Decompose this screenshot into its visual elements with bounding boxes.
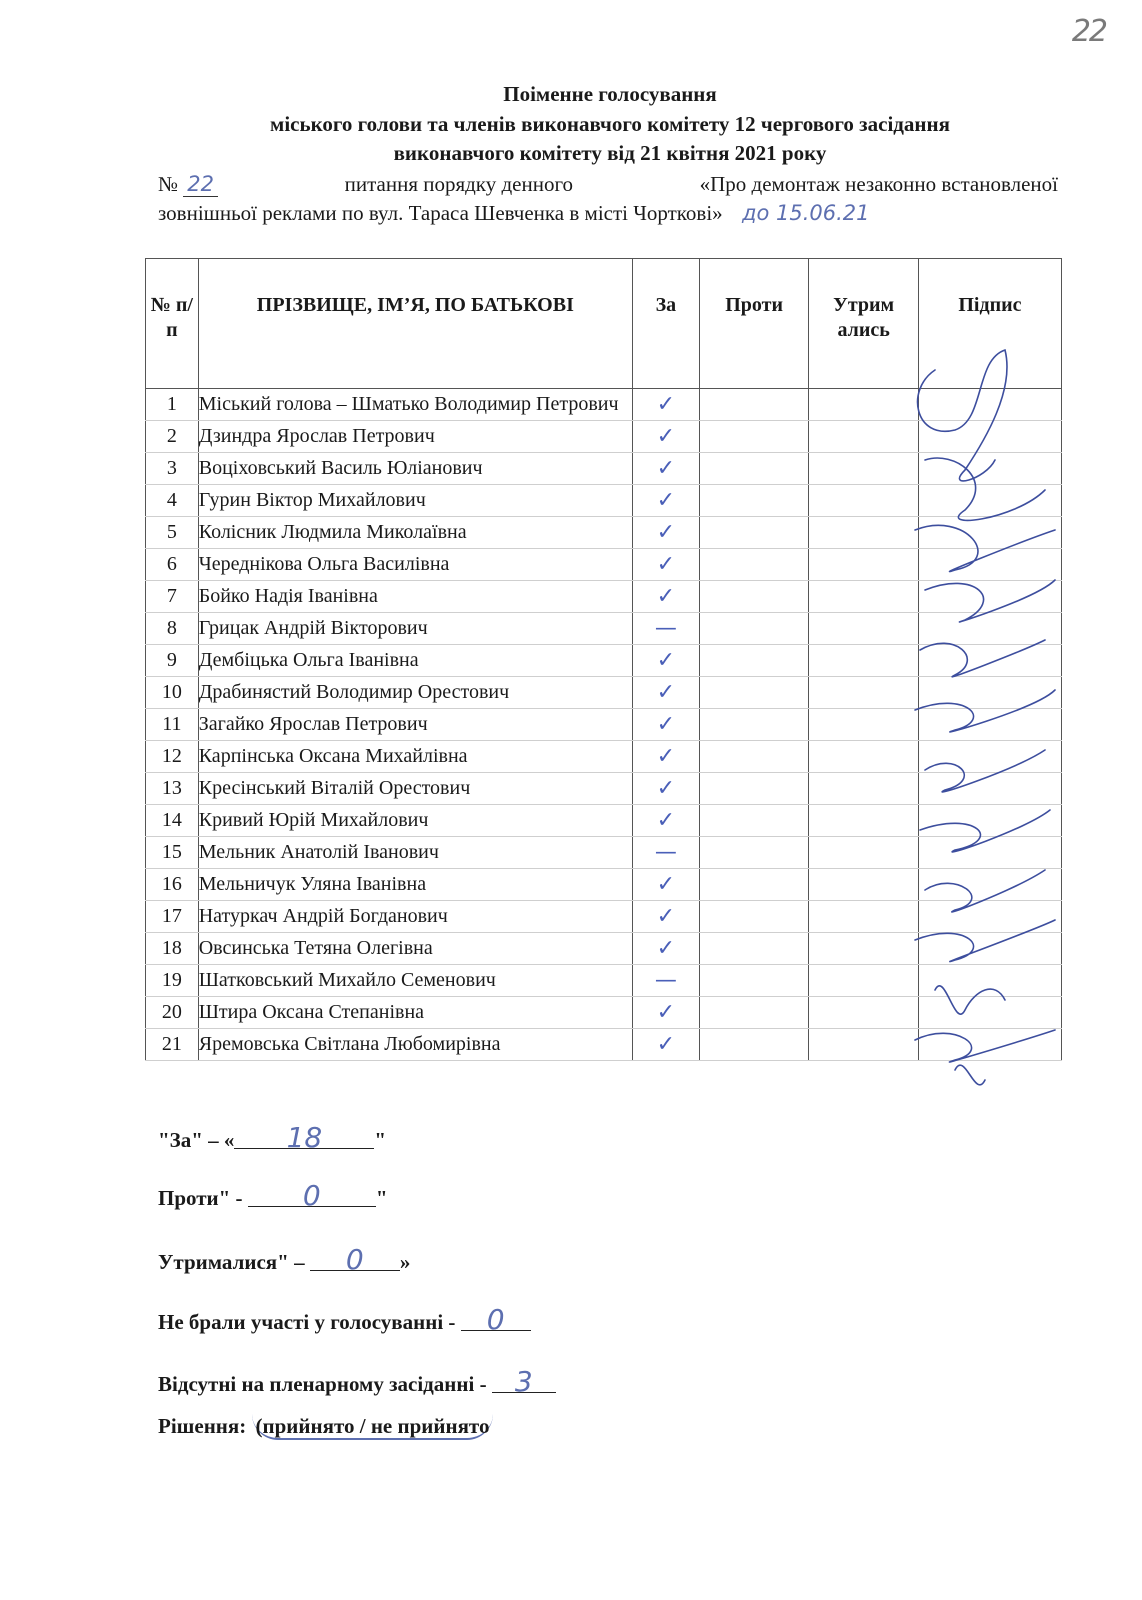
table-row bbox=[146, 517, 1062, 549]
signature-cell bbox=[918, 581, 1061, 613]
vote-for-mark: ✓ bbox=[632, 1029, 699, 1061]
header-against: Проти bbox=[699, 259, 809, 389]
vote-against-cell bbox=[699, 933, 809, 965]
result-abstained-suffix: » bbox=[399, 1250, 411, 1274]
vote-against-cell bbox=[699, 869, 809, 901]
result-for bbox=[158, 1121, 387, 1154]
member-name: Мельник Анатолій Іванович bbox=[198, 837, 632, 869]
vote-abstained-cell bbox=[809, 933, 919, 965]
vote-against-cell bbox=[699, 453, 809, 485]
table-header-row bbox=[146, 259, 1062, 389]
agenda-text-b: «Про демонтаж незаконно встановленої bbox=[699, 172, 1058, 196]
vote-against-cell bbox=[699, 805, 809, 837]
vote-against-cell bbox=[699, 613, 809, 645]
signature-cell bbox=[918, 965, 1061, 997]
result-against-label: Проти" - bbox=[158, 1186, 243, 1210]
vote-abstained-cell bbox=[809, 421, 919, 453]
signature-cell bbox=[918, 421, 1061, 453]
header-num: № п/п bbox=[146, 259, 199, 389]
agenda-text-line2: зовнішньої реклами по вул. Тараса Шевченка в місті Чорткові» bbox=[158, 201, 723, 225]
member-name: Загайко Ярослав Петрович bbox=[198, 709, 632, 741]
row-number: 18 bbox=[146, 933, 199, 965]
vote-for-mark: ✓ bbox=[632, 997, 699, 1029]
vote-against-cell bbox=[699, 517, 809, 549]
vote-for-mark: ✓ bbox=[632, 389, 699, 421]
table-row bbox=[146, 965, 1062, 997]
vote-abstained-cell bbox=[809, 997, 919, 1029]
vote-for-mark: — bbox=[632, 965, 699, 997]
member-name: Гурин Віктор Михайлович bbox=[198, 485, 632, 517]
result-not-voted bbox=[158, 1303, 531, 1336]
result-abstained-label: Утрималися" – bbox=[158, 1250, 305, 1274]
row-number: 5 bbox=[146, 517, 199, 549]
table-row bbox=[146, 485, 1062, 517]
vote-abstained-cell bbox=[809, 1029, 919, 1061]
member-name: Яремовська Світлана Любомирівна bbox=[198, 1029, 632, 1061]
signature-cell bbox=[918, 741, 1061, 773]
vote-against-cell bbox=[699, 773, 809, 805]
header-name: ПРІЗВИЩЕ, ІМ’Я, ПО БАТЬКОВІ bbox=[198, 259, 632, 389]
document-subtitle: міського голови та членів виконавчого комітету 12 чергового засідання bbox=[270, 112, 950, 136]
table-row bbox=[146, 997, 1062, 1029]
result-against-value: 0 bbox=[248, 1186, 376, 1207]
member-name: Кривий Юрій Михайлович bbox=[198, 805, 632, 837]
handwritten-deadline-note: до 15.06.21 bbox=[741, 201, 870, 225]
row-number: 14 bbox=[146, 805, 199, 837]
signature-cell bbox=[918, 805, 1061, 837]
result-for-suffix: " bbox=[374, 1128, 387, 1152]
vote-abstained-cell bbox=[809, 389, 919, 421]
vote-for-mark: ✓ bbox=[632, 933, 699, 965]
header-abstained: Утрим ались bbox=[809, 259, 919, 389]
handwritten-item-number: 22 bbox=[183, 172, 218, 197]
vote-against-cell bbox=[699, 901, 809, 933]
decision bbox=[158, 1414, 493, 1439]
table-row bbox=[146, 933, 1062, 965]
vote-abstained-cell bbox=[809, 901, 919, 933]
row-number: 10 bbox=[146, 677, 199, 709]
vote-abstained-cell bbox=[809, 613, 919, 645]
vote-for-mark: ✓ bbox=[632, 773, 699, 805]
vote-against-cell bbox=[699, 421, 809, 453]
signature-cell bbox=[918, 901, 1061, 933]
vote-for-mark: ✓ bbox=[632, 645, 699, 677]
signature-cell bbox=[918, 549, 1061, 581]
row-number: 6 bbox=[146, 549, 199, 581]
vote-for-mark: ✓ bbox=[632, 901, 699, 933]
vote-against-cell bbox=[699, 1029, 809, 1061]
vote-for-mark: ✓ bbox=[632, 517, 699, 549]
vote-abstained-cell bbox=[809, 709, 919, 741]
table-row bbox=[146, 773, 1062, 805]
vote-against-cell bbox=[699, 677, 809, 709]
member-name: Грицак Андрій Вікторович bbox=[198, 613, 632, 645]
table-row bbox=[146, 805, 1062, 837]
member-name: Карпінська Оксана Михайлівна bbox=[198, 741, 632, 773]
agenda-number bbox=[158, 170, 218, 199]
vote-for-mark: ✓ bbox=[632, 741, 699, 773]
table-row bbox=[146, 613, 1062, 645]
agenda-item bbox=[158, 170, 1058, 228]
signature-cell bbox=[918, 645, 1061, 677]
signature-cell bbox=[918, 613, 1061, 645]
table-row bbox=[146, 1029, 1062, 1061]
row-number: 16 bbox=[146, 869, 199, 901]
signature-cell bbox=[918, 869, 1061, 901]
page-number: 22 bbox=[1071, 14, 1106, 49]
signature-cell bbox=[918, 709, 1061, 741]
result-against bbox=[158, 1179, 388, 1212]
row-number: 17 bbox=[146, 901, 199, 933]
vote-for-mark: ✓ bbox=[632, 421, 699, 453]
table-row bbox=[146, 549, 1062, 581]
signature-cell bbox=[918, 837, 1061, 869]
vote-for-mark: ✓ bbox=[632, 805, 699, 837]
member-name: Дембіцька Ольга Іванівна bbox=[198, 645, 632, 677]
signature-cell bbox=[918, 933, 1061, 965]
vote-against-cell bbox=[699, 645, 809, 677]
member-name: Драбинястий Володимир Орестович bbox=[198, 677, 632, 709]
table-row bbox=[146, 901, 1062, 933]
member-name: Міський голова – Шматько Володимир Петрович bbox=[198, 389, 632, 421]
row-number: 7 bbox=[146, 581, 199, 613]
signature-cell bbox=[918, 389, 1061, 421]
vote-abstained-cell bbox=[809, 485, 919, 517]
result-against-suffix: " bbox=[375, 1186, 388, 1210]
vote-against-cell bbox=[699, 581, 809, 613]
table-row bbox=[146, 677, 1062, 709]
vote-for-mark: ✓ bbox=[632, 709, 699, 741]
row-number: 1 bbox=[146, 389, 199, 421]
result-absent-label: Відсутні на пленарному засіданні - bbox=[158, 1372, 487, 1396]
row-number: 4 bbox=[146, 485, 199, 517]
table-row bbox=[146, 869, 1062, 901]
result-abstained bbox=[158, 1243, 411, 1276]
signature-cell bbox=[918, 485, 1061, 517]
signature-cell bbox=[918, 517, 1061, 549]
row-number: 2 bbox=[146, 421, 199, 453]
table-row bbox=[146, 389, 1062, 421]
result-not-voted-label: Не брали участі у голосуванні - bbox=[158, 1310, 456, 1334]
table-row bbox=[146, 421, 1062, 453]
result-absent-value: 3 bbox=[492, 1372, 556, 1393]
document-title: Поіменне голосування bbox=[503, 82, 717, 106]
table-row bbox=[146, 837, 1062, 869]
vote-for-mark: ✓ bbox=[632, 485, 699, 517]
result-for-value: 18 bbox=[234, 1128, 374, 1149]
vote-against-cell bbox=[699, 965, 809, 997]
row-number: 20 bbox=[146, 997, 199, 1029]
vote-abstained-cell bbox=[809, 741, 919, 773]
member-name: Штира Оксана Степанівна bbox=[198, 997, 632, 1029]
agenda-text-a: питання порядку денного bbox=[344, 172, 574, 196]
result-for-label: "За" – « bbox=[158, 1128, 235, 1152]
signature-cell bbox=[918, 997, 1061, 1029]
vote-against-cell bbox=[699, 549, 809, 581]
vote-against-cell bbox=[699, 389, 809, 421]
vote-abstained-cell bbox=[809, 965, 919, 997]
vote-for-mark: ✓ bbox=[632, 869, 699, 901]
row-number: 15 bbox=[146, 837, 199, 869]
table-row bbox=[146, 741, 1062, 773]
row-number: 19 bbox=[146, 965, 199, 997]
vote-abstained-cell bbox=[809, 805, 919, 837]
table-row bbox=[146, 453, 1062, 485]
row-number: 3 bbox=[146, 453, 199, 485]
vote-for-mark: ✓ bbox=[632, 549, 699, 581]
signature-cell bbox=[918, 453, 1061, 485]
decision-label: Рішення: bbox=[158, 1414, 247, 1438]
member-name: Шатковський Михайло Семенович bbox=[198, 965, 632, 997]
vote-for-mark: ✓ bbox=[632, 677, 699, 709]
vote-against-cell bbox=[699, 485, 809, 517]
table-row bbox=[146, 645, 1062, 677]
vote-for-mark: ✓ bbox=[632, 581, 699, 613]
member-name: Дзиндра Ярослав Петрович bbox=[198, 421, 632, 453]
result-abstained-value: 0 bbox=[310, 1250, 400, 1271]
vote-abstained-cell bbox=[809, 837, 919, 869]
member-name: Кресінський Віталій Орестович bbox=[198, 773, 632, 805]
row-number: 8 bbox=[146, 613, 199, 645]
table-row bbox=[146, 709, 1062, 741]
member-name: Колісник Людмила Миколаївна bbox=[198, 517, 632, 549]
result-not-voted-value: 0 bbox=[461, 1310, 531, 1331]
row-number: 12 bbox=[146, 741, 199, 773]
signature-cell bbox=[918, 1029, 1061, 1061]
row-number: 13 bbox=[146, 773, 199, 805]
row-number: 11 bbox=[146, 709, 199, 741]
vote-for-mark: ✓ bbox=[632, 453, 699, 485]
row-number: 21 bbox=[146, 1029, 199, 1061]
vote-abstained-cell bbox=[809, 517, 919, 549]
signature-cell bbox=[918, 773, 1061, 805]
vote-abstained-cell bbox=[809, 581, 919, 613]
member-name: Натуркач Андрій Богданович bbox=[198, 901, 632, 933]
table-row bbox=[146, 581, 1062, 613]
decision-options: (прийнято / не прийнято bbox=[252, 1414, 494, 1440]
vote-for-mark: — bbox=[632, 837, 699, 869]
vote-against-cell bbox=[699, 997, 809, 1029]
result-absent bbox=[158, 1365, 556, 1398]
row-number: 9 bbox=[146, 645, 199, 677]
vote-against-cell bbox=[699, 741, 809, 773]
signature-cell bbox=[918, 677, 1061, 709]
member-name: Воціховський Василь Юліанович bbox=[198, 453, 632, 485]
member-name: Череднікова Ольга Василівна bbox=[198, 549, 632, 581]
number-sign: № bbox=[158, 172, 179, 196]
member-name: Бойко Надія Іванівна bbox=[198, 581, 632, 613]
member-name: Овсинська Тетяна Олегівна bbox=[198, 933, 632, 965]
vote-against-cell bbox=[699, 709, 809, 741]
meeting-date: виконавчого комітету від 21 квітня 2021 року bbox=[393, 141, 827, 165]
vote-abstained-cell bbox=[809, 869, 919, 901]
vote-abstained-cell bbox=[809, 773, 919, 805]
vote-table bbox=[145, 258, 1062, 1061]
vote-abstained-cell bbox=[809, 453, 919, 485]
vote-abstained-cell bbox=[809, 677, 919, 709]
header-signature: Підпис bbox=[918, 259, 1061, 389]
vote-against-cell bbox=[699, 837, 809, 869]
vote-abstained-cell bbox=[809, 549, 919, 581]
vote-abstained-cell bbox=[809, 645, 919, 677]
header-for: За bbox=[632, 259, 699, 389]
vote-for-mark: — bbox=[632, 613, 699, 645]
member-name: Мельничук Уляна Іванівна bbox=[198, 869, 632, 901]
